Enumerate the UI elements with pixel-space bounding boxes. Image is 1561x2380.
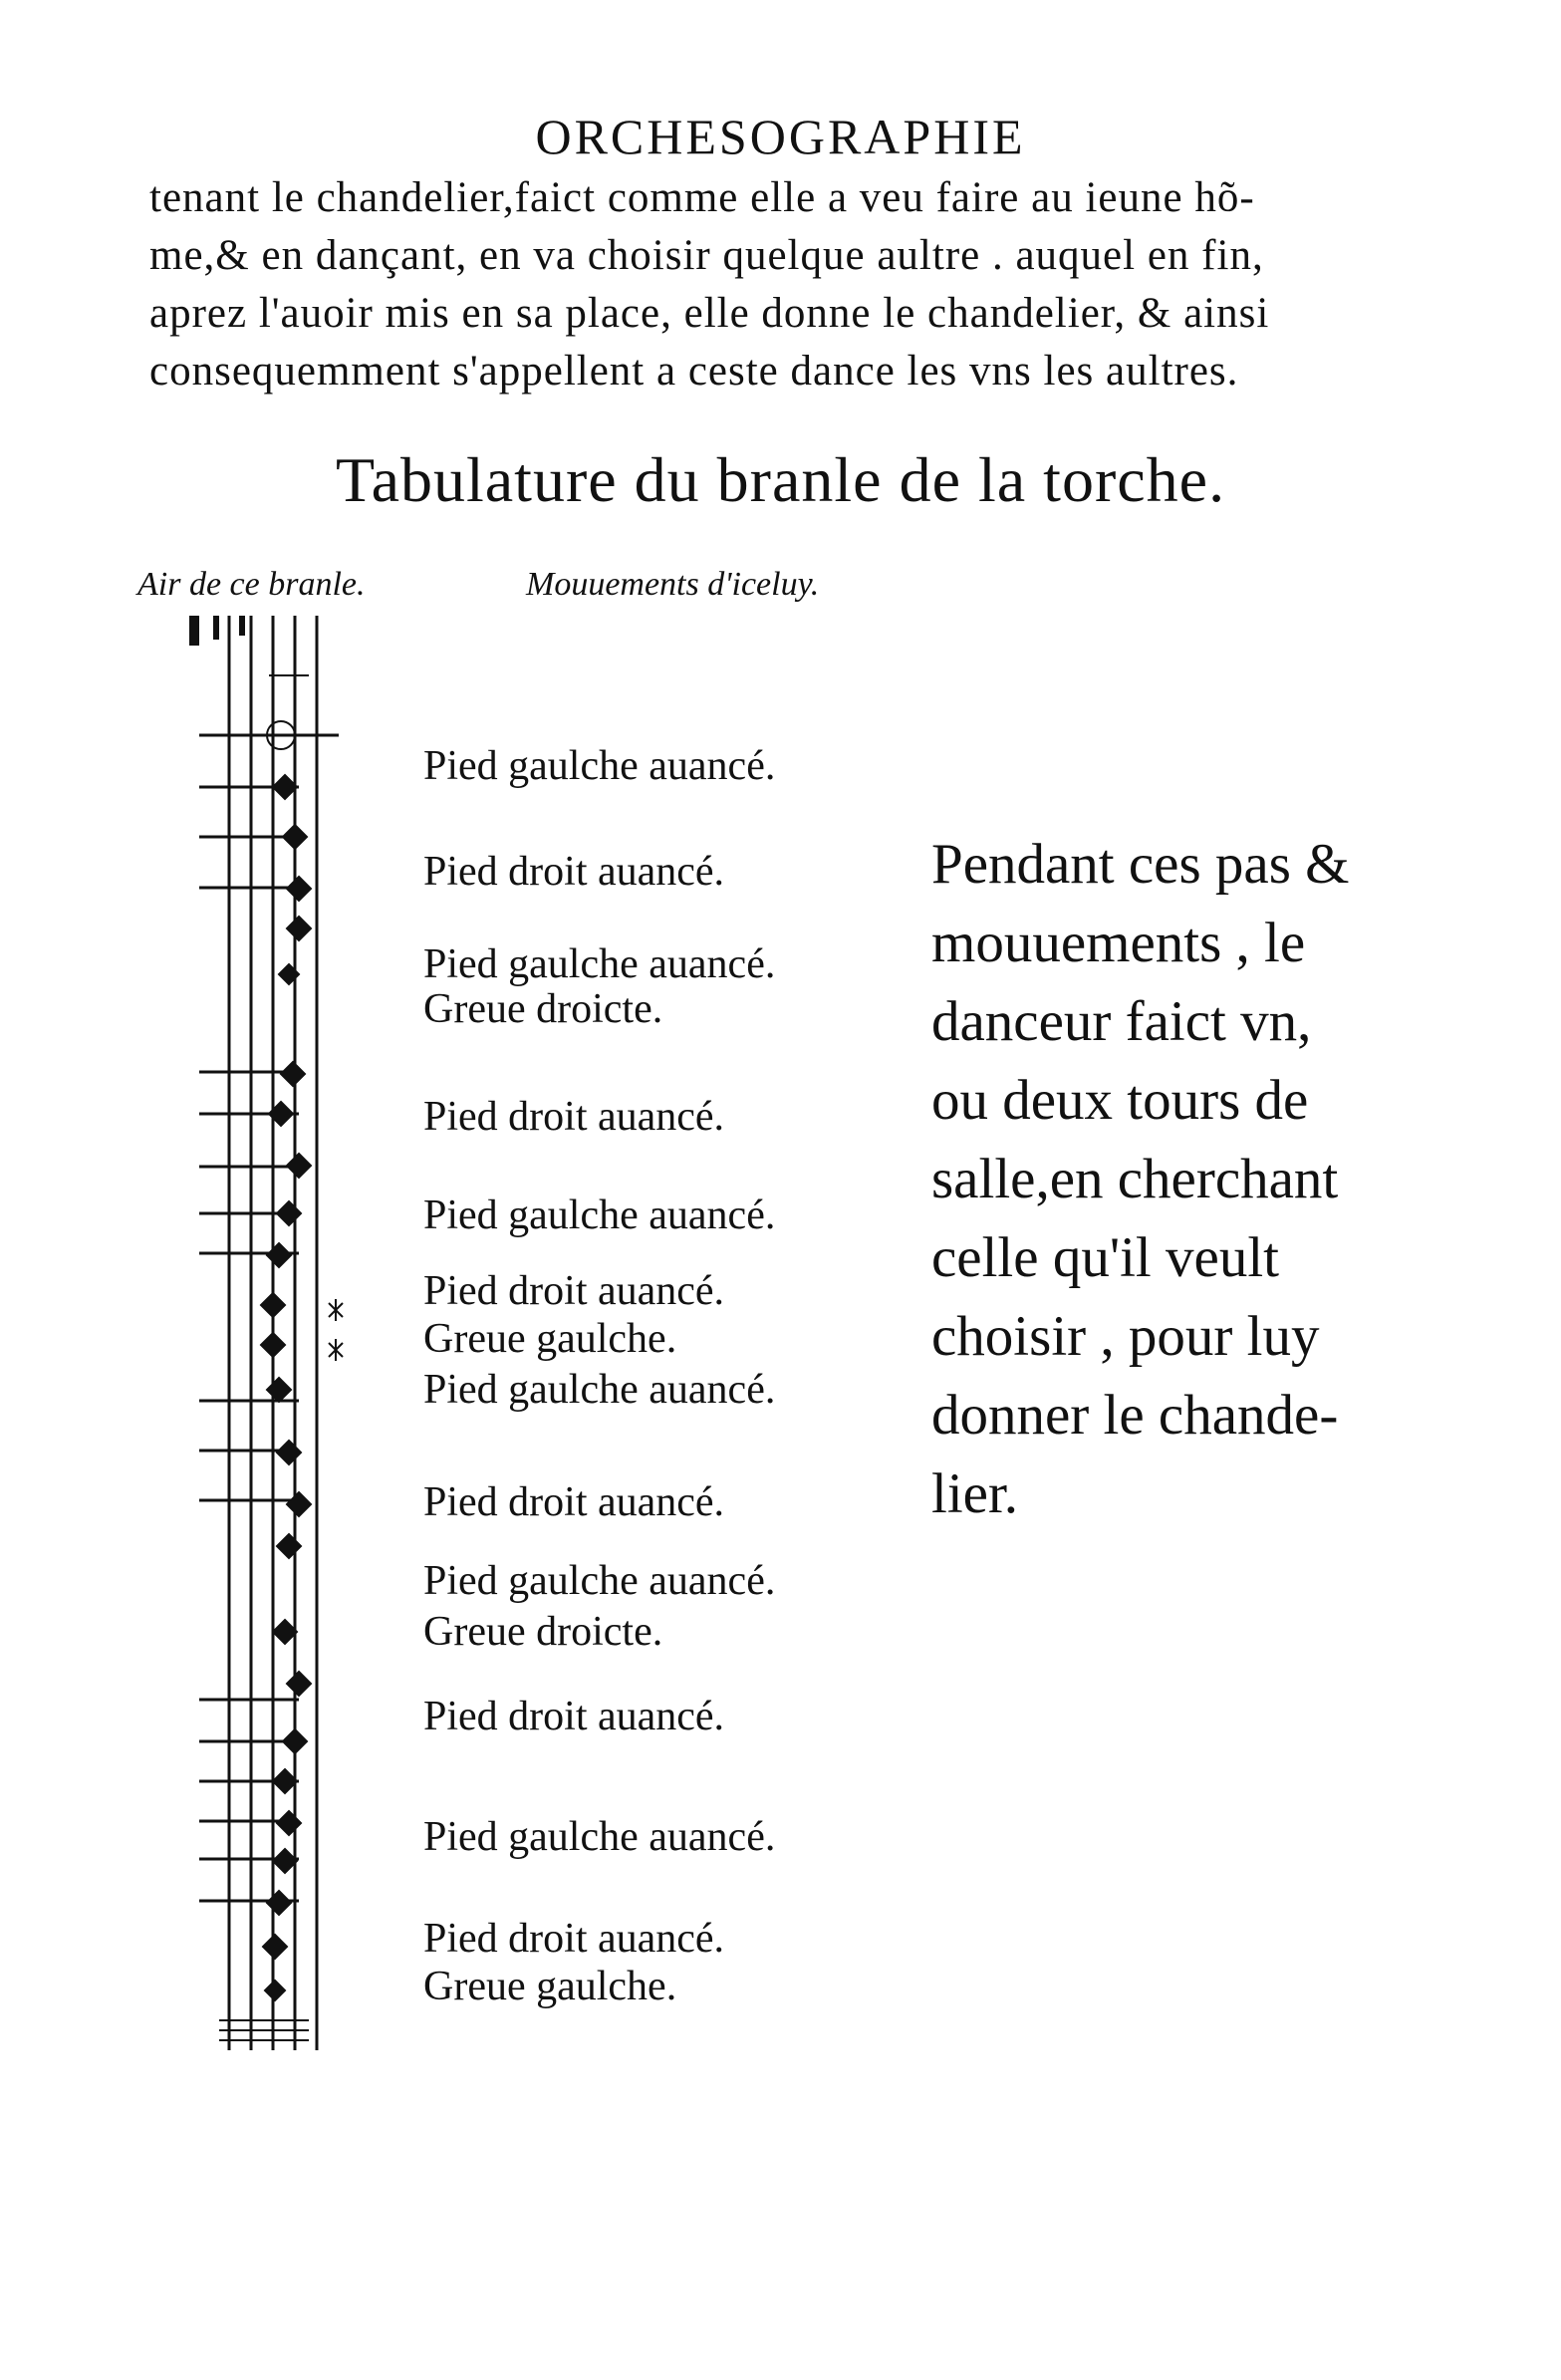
movement-label: Pied gaulche auancé.	[423, 743, 776, 789]
intro-line: aprez l'auoir mis en sa place, elle donne le chandelier, & ainsi	[149, 290, 1270, 337]
movement-label: Pied gaulche auancé.	[423, 1814, 776, 1860]
intro-line: me,& en dançant, en va choisir quelque aultre . auquel en fin,	[149, 232, 1264, 279]
side-note-line: ou deux tours de	[931, 1069, 1309, 1132]
side-note-line: celle qu'il veult	[931, 1226, 1279, 1289]
side-note-line: salle,en cherchant	[931, 1148, 1339, 1210]
side-note-line: lier.	[931, 1462, 1019, 1525]
side-note-line: danceur faict vn,	[931, 990, 1312, 1053]
movement-label: Pied droit auancé.	[423, 1694, 725, 1739]
intro-line: consequemment s'appellent a ceste dance les vns les aultres.	[149, 348, 1239, 395]
movement-label: Pied droit auancé.	[423, 849, 725, 895]
mouvements-column-header: Mouuements d'iceluy.	[526, 566, 820, 603]
intro-line: tenant le chandelier,faict comme elle a veu faire au ieune hõ-	[149, 174, 1255, 221]
movement-label: Pied gaulche auancé.	[423, 1367, 776, 1413]
movement-label: Greue droicte.	[423, 1609, 663, 1655]
movement-label: Greue gaulche.	[423, 1964, 677, 2009]
movement-label: Pied gaulche auancé.	[423, 941, 776, 987]
intro-paragraph	[149, 169, 1464, 400]
movement-label: Pied droit auancé.	[423, 1916, 725, 1962]
running-head: ORCHESOGRAPHIE	[535, 109, 1026, 164]
movement-label: Pied droit auancé.	[423, 1479, 725, 1525]
side-note-line: choisir , pour luy	[931, 1305, 1320, 1368]
movement-label: Pied droit auancé.	[423, 1268, 725, 1314]
movement-label: Greue gaulche.	[423, 1316, 677, 1362]
movement-label: Greue droicte.	[423, 986, 663, 1032]
tabulature-staff	[189, 616, 369, 2060]
side-note-line: mouuements , le	[931, 912, 1306, 974]
air-column-header: Air de ce branle.	[137, 566, 366, 603]
movement-label: Pied gaulche auancé.	[423, 1558, 776, 1604]
movement-label: Pied droit auancé.	[423, 1094, 725, 1140]
movement-label: Pied gaulche auancé.	[423, 1192, 776, 1238]
side-note-line: donner le chande-	[931, 1384, 1339, 1447]
side-note	[931, 825, 1449, 1533]
side-note-line: Pendant ces pas &	[931, 833, 1350, 896]
tabulature-title: Tabulature du branle de la torche.	[335, 444, 1226, 515]
